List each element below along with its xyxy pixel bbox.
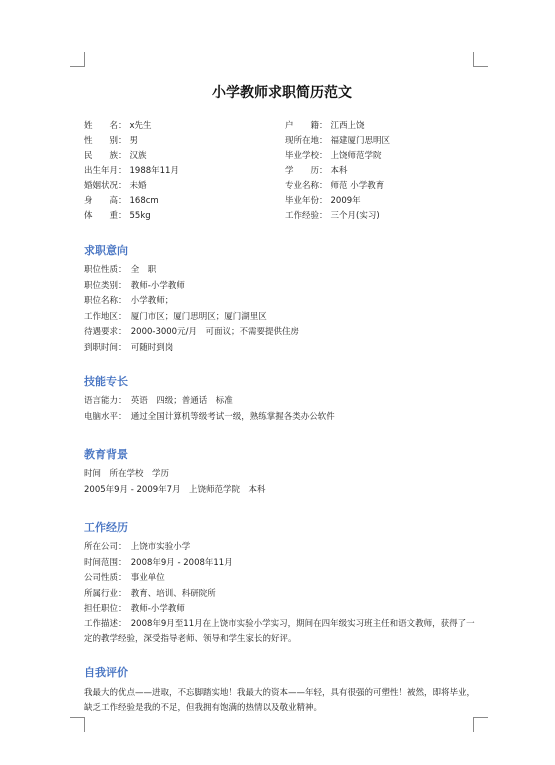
work-list — [84, 540, 480, 618]
list-item: 待遇要求： 2000-3000元/月 可面议；不需要提供住房 — [84, 327, 299, 337]
list-item: 到职时间： 可随时到岗 — [84, 342, 174, 353]
list-item: 2005年9月 - 2009年7月 上饶师范学院 本科 — [84, 484, 266, 495]
list-item: 工作地区： 厦门市区；厦门思明区；厦门湖里区 — [84, 311, 267, 322]
crop-mark-bottom-right — [473, 717, 488, 732]
list-item: 电脑水平： 通过全国计算机等级考试一级，熟练掌握各类办公软件 — [84, 411, 335, 422]
section-heading-self: 自我评价 — [84, 666, 128, 679]
info-major: 专业名称： 师范 小学教育 — [285, 181, 385, 191]
section-heading-education: 教育背景 — [84, 448, 128, 461]
self-evaluation: 我最大的优点——进取，不忘脚踏实地！我最大的资本——年轻，具有很强的可塑性！被然，即将毕业，缺乏工作经验是我的不足，但我拥有饱满的热情以及敬业精神。 — [84, 688, 476, 713]
list-item: 职位类别： 教师-小学教师 — [84, 280, 185, 291]
list-item: 所在公司： 上饶市实验小学 — [84, 542, 191, 552]
list-item: 语言能力： 英语 四级；普通话 标准 — [84, 396, 233, 406]
skills-list — [84, 394, 480, 425]
section-heading-work: 工作经历 — [84, 521, 128, 534]
list-item: 时间 所在学校 学历 — [84, 469, 170, 479]
info-grad-year: 毕业年份： 2009年 — [285, 196, 361, 206]
section-heading-intent: 求职意向 — [84, 244, 128, 257]
list-item: 所属行业： 教育、培训、科研院所 — [84, 588, 216, 599]
work-description: 工作描述： 2008年9月至11月在上饶市实验小学实习，期间在四年级实习班主任和语文教师，获得了一定的教学经验，深受指导老师、领导和学生家长的好评。 — [84, 619, 475, 644]
list-item: 职位性质： 全 职 — [84, 265, 157, 275]
info-degree: 学 历： 本科 — [285, 166, 348, 176]
list-item: 职位名称： 小学教师； — [84, 296, 174, 306]
education-list — [84, 467, 480, 498]
list-item: 公司性质： 事业单位 — [84, 573, 165, 583]
info-hukou: 户 籍： 江西上饶 — [285, 121, 365, 131]
section-heading-skills: 技能专长 — [84, 375, 128, 388]
intent-list — [84, 263, 480, 356]
info-ethnicity: 民 族： 汉族 — [84, 151, 147, 161]
crop-mark-top-right — [473, 52, 488, 67]
info-gender: 性 别： 男 — [84, 136, 139, 146]
info-birth: 出生年月： 1988年11月 — [84, 166, 179, 176]
info-name: 姓 名： x先生 — [84, 121, 152, 131]
list-item: 担任职位： 教师-小学教师 — [84, 604, 185, 614]
list-item: 时间范围： 2008年9月 - 2008年11月 — [84, 557, 233, 568]
info-school: 毕业学校： 上饶师范学院 — [285, 151, 382, 161]
page-title: 小学教师求职简历范文 — [212, 85, 352, 101]
crop-mark-top-left — [70, 52, 85, 67]
crop-mark-bottom-left — [70, 717, 85, 732]
info-location: 现所在地： 福建厦门思明区 — [285, 136, 391, 146]
info-experience: 工作经验： 三个月(实习) — [285, 211, 380, 221]
info-height: 身 高： 168cm — [84, 196, 159, 206]
info-weight: 体 重： 55kg — [84, 211, 151, 221]
info-marital: 婚姻状况： 未婚 — [84, 181, 147, 191]
